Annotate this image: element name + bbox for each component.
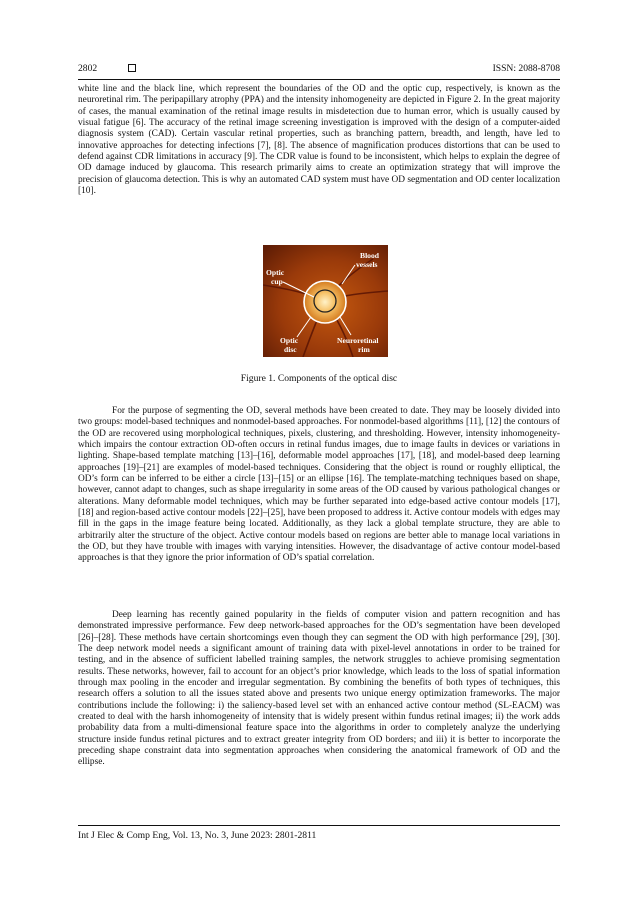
issn-label: ISSN: 2088-8708 <box>492 63 560 74</box>
figure-caption: Figure 1. Components of the optical disc <box>240 373 398 384</box>
label-optic-disc-1: Optic <box>280 336 299 345</box>
body-paragraph-3: Deep learning has recently gained popularity in the fields of computer vision and pattern recognition and has demonstrated impressive performance. Few deep network-based approaches for the OD’s segmentation have been developed [26]–[28]. These methods have certain shortcomings even though they can segment the OD with high performance [29], [30]. The deep network model needs a significant amount of training data with pixel-level annotations in order to be trained for testing, and in the absence of sufficient labelled training samples, the network struggles to achieve promising segmentation results. These networks, however, fail to account for an object’s prior knowledge, which leads to the loss of spatial information through max pooling in the encoder and irregular segmentation. By combining the benefits of both types of techniques, this research offers a solution to all the issues stated above and presents two unique energy optimization frameworks. The major contributions include the following: i) the saliency-based level set with an enhanced active contour method (SL-EACM) was created to deal with the harsh inhomogeneity of intensity that is widely present within fundus retinal images; ii) the work adds probability data from a multi-dimensional feature space into the algorithms in order to completely analyze the underlying structure inside fundus retinal pictures and to extract greater integrity from OD borders; and iii) it is better to incorporate the preceding shape constraint data into segmentation approaches when considering the anatomical framework of OD and the ellipse. <box>78 610 560 768</box>
footer-rule <box>78 825 560 826</box>
running-footer: Int J Elec & Comp Eng, Vol. 13, No. 3, June 2023: 2801-2811 <box>78 830 317 841</box>
label-optic-disc-2: disc <box>284 345 297 354</box>
label-neuroretinal-rim-2: rim <box>358 345 370 354</box>
running-header <box>78 62 560 76</box>
body-paragraph-2: For the purpose of segmenting the OD, several methods have been created to date. They may be loosely divided into two groups: model-based techniques and nonmodel-based approaches. For nonmodel-based algorithms [11], [12] the contours of the OD are recovered using morphological techniques, pixels, clustering, and thresholding. However, intensity inhomogeneity-which impairs the contour extraction OD-often occurs in retinal fundus images, due to image faults in devices or variations in lighting. Shape-based template matching [13]–[16], deformable model approaches [17], [18], and model-based deep learning approaches [19]–[21] are examples of model-based techniques. Considering that the object is round or roughly elliptical, the OD’s form can be inferred to be either a circle [13]–[15] or an ellipse [16]. The template-matching techniques based on shape, however, cannot adapt to changes, such as shape irregularity in some areas of the OD caused by various pathological changes or alterations. Many deformable model techniques, which may be further separated into edge-based active contour models [17], [18] and region-based active contour models [22]–[25], have been proposed to address it. Active contour models with edges may fill in the gaps in the image feature being located. Additionally, as they lack a global template structure, they are able to arbitrarily alter the structure of the object. Active contour models based on regions are better able to manage local variations in the OD, but they have trouble with images with varying intensities. However, the disadvantage of active contour model-based approaches is that they ignore the prior information of OD’s spatial correlation. <box>78 406 560 564</box>
label-blood-vessels-2: vessels <box>356 260 378 269</box>
label-blood-vessels-1: Blood <box>360 251 379 260</box>
fundus-image <box>263 245 388 357</box>
figure-1-optic-disc-image <box>263 245 388 357</box>
body-paragraph-1: white line and the black line, which represent the boundaries of the OD and the optic cup, respectively, is known as the neuroretinal rim. The peripapillary atrophy (PPA) and the intensity inhomogeneity are depicted in Figure 2. In the great majority of cases, the manual examination of the retinal image results in misdetection due to human error, which is usually caused by visual fatigue [6]. The accuracy of the retinal image screening investigation is improved with the design of a computer-aided diagnosis system (CAD). Certain vascular retinal properties, such as branching pattern, breadth, and length, have led to innovative approaches for detecting infections [7], [8]. The absence of magnification produces distortions that can be used to defend against CDR limitations in accuracy [9]. The CDR value is found to be inconsistent, which helps to explain the degree of OD damage induced by glaucoma. This research primarily aims to create an optimization strategy that will improve the precision of glaucoma detection. This is why an automated CAD system must have OD segmentation and OD center localization [10]. <box>78 84 560 197</box>
page-number: 2802 <box>78 63 98 74</box>
header-rule <box>78 79 560 80</box>
label-neuroretinal-rim-1: Neuroretinal <box>337 336 379 345</box>
label-optic-cup-2: cup <box>271 277 283 286</box>
label-optic-cup-1: Optic <box>266 268 285 277</box>
square-glyph-icon <box>128 64 136 72</box>
